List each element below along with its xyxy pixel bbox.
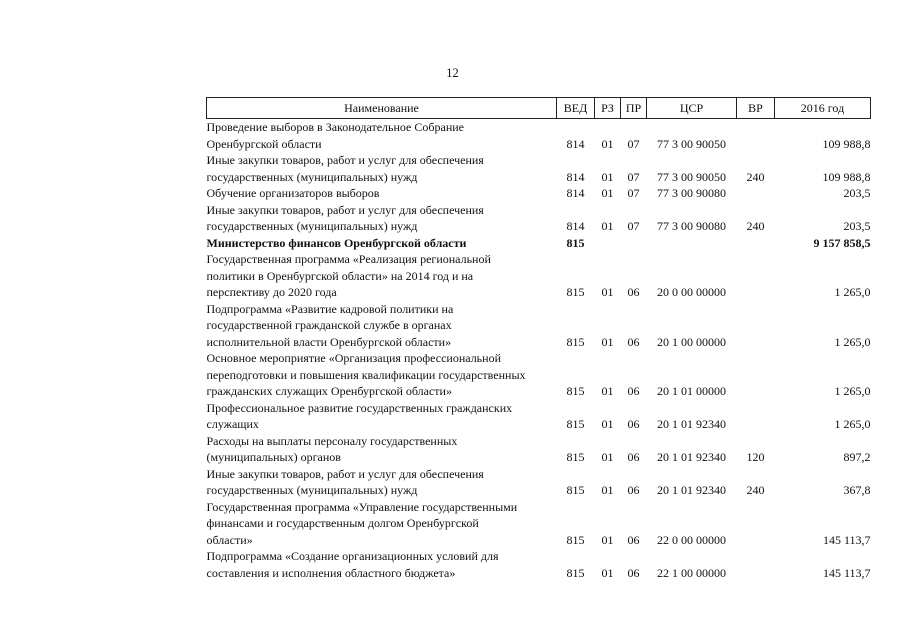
row-sum: 145 113,7 (822, 565, 871, 580)
header-rz: РЗ (595, 98, 621, 119)
row-name-line: Оренбургской области (206, 136, 322, 151)
table-row (207, 350, 871, 400)
row-ved: 814 (566, 186, 585, 200)
row-vr: 120 (746, 450, 765, 464)
row-sum: 367,8 (843, 483, 871, 497)
row-ved: 814 (566, 169, 585, 184)
row-vr: 240 (746, 483, 765, 497)
row-sum: 897,2 (843, 450, 871, 464)
row-vr (737, 499, 775, 549)
row-name-line: финансами и государственным долгом Оренбургской (206, 516, 479, 530)
row-sum: 1 265,0 (834, 334, 871, 349)
row-ved: 815 (566, 483, 585, 497)
row-name-line: Профессиональное развитие государственных гражданских (206, 400, 513, 415)
row-ved: 815 (566, 532, 585, 547)
header-vr: ВР (737, 98, 775, 119)
row-csr: 20 1 00 00000 (657, 334, 726, 349)
row-name-line: Обучение организаторов выборов (206, 186, 380, 200)
row-name (207, 119, 557, 153)
row-name-line: Государственная программа «Реализация региональной (206, 252, 491, 266)
row-vr (737, 185, 775, 202)
row-ved: 814 (566, 219, 585, 233)
row-csr (647, 235, 737, 252)
row-name-line: перспективу до 2020 года (206, 285, 337, 299)
row-ved: 815 (566, 450, 585, 464)
row-name (207, 350, 557, 400)
row-csr: 20 1 01 92340 (657, 417, 726, 431)
row-pr: 06 (627, 483, 640, 497)
row-csr: 77 3 00 90080 (657, 186, 726, 200)
row-vr: 240 (746, 169, 765, 184)
row-sum: 109 988,8 (822, 136, 871, 151)
table-row (207, 400, 871, 433)
row-pr: 07 (627, 136, 640, 151)
header-name: Наименование (207, 98, 557, 119)
row-name (207, 548, 557, 581)
row-vr: 240 (746, 219, 765, 233)
row-name (207, 202, 557, 235)
row-name (207, 251, 557, 301)
row-pr: 06 (627, 417, 640, 431)
row-name-line: исполнительной власти Оренбургской области» (206, 334, 452, 349)
row-ved: 815 (566, 565, 585, 580)
row-name-line: Государственная программа «Управление государственными (206, 499, 518, 514)
row-rz: 01 (601, 285, 614, 299)
page-number: 12 (446, 66, 459, 80)
row-pr: 06 (627, 285, 640, 299)
row-name-line: Основное мероприятие «Организация профессиональной (206, 351, 501, 365)
row-rz (595, 235, 621, 252)
row-name-line: служащих (206, 417, 259, 431)
row-sum: 145 113,7 (822, 532, 871, 547)
row-rz: 01 (601, 565, 614, 580)
header-year: 2016 год (775, 98, 871, 119)
row-rz: 01 (601, 483, 614, 497)
row-name (207, 152, 557, 185)
row-name-line: Иные закупки товаров, работ и услуг для обеспечения (206, 202, 484, 217)
row-name (207, 466, 557, 499)
row-sum: 9 157 858,5 (813, 235, 871, 250)
row-sum: 1 265,0 (834, 285, 871, 299)
table-row (207, 301, 871, 351)
row-csr: 20 1 01 00000 (657, 384, 726, 398)
table-row (207, 235, 871, 252)
row-rz: 01 (601, 136, 614, 151)
row-csr: 20 0 00 00000 (657, 285, 726, 299)
table-row (207, 548, 871, 581)
row-rz: 01 (601, 450, 614, 464)
row-vr (737, 548, 775, 581)
table-row (207, 466, 871, 499)
row-rz: 01 (601, 384, 614, 398)
row-rz: 01 (601, 169, 614, 184)
row-name (207, 400, 557, 433)
row-rz: 01 (601, 334, 614, 349)
table-row (207, 202, 871, 235)
row-pr: 06 (627, 334, 640, 349)
row-sum: 203,5 (843, 219, 871, 233)
row-sum: 1 265,0 (834, 384, 871, 398)
row-ved: 815 (566, 285, 585, 299)
row-ved: 814 (566, 136, 585, 151)
row-rz: 01 (601, 532, 614, 547)
row-name-line: Проведение выборов в Законодательное Собрание (206, 120, 464, 134)
table-row (207, 152, 871, 185)
row-ved: 815 (566, 417, 585, 431)
row-csr: 77 3 00 90050 (657, 136, 726, 151)
table-row (207, 433, 871, 466)
row-pr (621, 235, 647, 252)
row-name-line: гражданских служащих Оренбургской области» (206, 384, 452, 398)
row-name-line: Министерство финансов Оренбургской области (206, 235, 467, 250)
row-name (207, 433, 557, 466)
row-name-line: составления и исполнения областного бюджета» (206, 565, 456, 580)
row-sum: 203,5 (843, 186, 871, 200)
row-vr (737, 235, 775, 252)
row-name-line: политики в Оренбургской области» на 2014 год и на (206, 268, 474, 283)
row-name-line: Подпрограмма «Создание организационных условий для (206, 549, 499, 563)
row-name (207, 301, 557, 351)
row-name-line: Иные закупки товаров, работ и услуг для обеспечения (206, 466, 484, 481)
row-pr: 07 (627, 169, 640, 184)
row-pr: 06 (627, 384, 640, 398)
header-ved: ВЕД (557, 98, 595, 119)
row-pr: 06 (627, 450, 640, 464)
row-csr: 22 1 00 00000 (657, 565, 726, 580)
row-pr: 07 (627, 219, 640, 233)
row-sum: 109 988,8 (822, 169, 871, 184)
row-pr: 07 (627, 186, 640, 200)
row-name-line: государственных (муниципальных) нужд (206, 169, 418, 184)
header-csr: ЦСР (647, 98, 737, 119)
row-rz: 01 (601, 186, 614, 200)
table-row (207, 119, 871, 153)
row-name-line: Иные закупки товаров, работ и услуг для обеспечения (206, 153, 484, 167)
row-vr (737, 251, 775, 301)
row-name-line: переподготовки и повышения квалификации государственных (206, 367, 526, 382)
row-name-line: государственных (муниципальных) нужд (206, 219, 418, 233)
table-row (207, 499, 871, 549)
row-csr: 77 3 00 90080 (657, 219, 726, 233)
table-body (207, 119, 871, 582)
row-rz: 01 (601, 417, 614, 431)
row-name-line: Подпрограмма «Развитие кадровой политики на (206, 301, 454, 316)
row-name-line: государственных (муниципальных) нужд (206, 483, 418, 497)
row-name-line: Расходы на выплаты персоналу государственных (206, 433, 458, 448)
row-vr (737, 400, 775, 433)
budget-table (206, 97, 871, 581)
table-header-row (207, 98, 871, 119)
row-csr: 20 1 01 92340 (657, 483, 726, 497)
row-ved: 815 (566, 384, 585, 398)
table-row (207, 251, 871, 301)
row-vr (737, 350, 775, 400)
row-vr (737, 301, 775, 351)
header-pr: ПР (621, 98, 647, 119)
row-vr (737, 119, 775, 153)
row-csr: 77 3 00 90050 (657, 169, 726, 184)
row-rz: 01 (601, 219, 614, 233)
row-name-line: государственной гражданской службе в органах (206, 318, 452, 332)
table-row (207, 185, 871, 202)
row-name (207, 185, 557, 202)
row-pr: 06 (627, 532, 640, 547)
row-csr: 20 1 01 92340 (657, 450, 726, 464)
row-pr: 06 (627, 565, 640, 580)
row-name-line: области» (206, 532, 253, 547)
row-csr: 22 0 00 00000 (657, 532, 726, 547)
row-name-line: (муниципальных) органов (206, 450, 341, 464)
row-sum: 1 265,0 (834, 417, 871, 431)
row-name (207, 235, 557, 252)
row-ved: 815 (566, 235, 585, 250)
row-ved: 815 (566, 334, 585, 349)
row-name (207, 499, 557, 549)
